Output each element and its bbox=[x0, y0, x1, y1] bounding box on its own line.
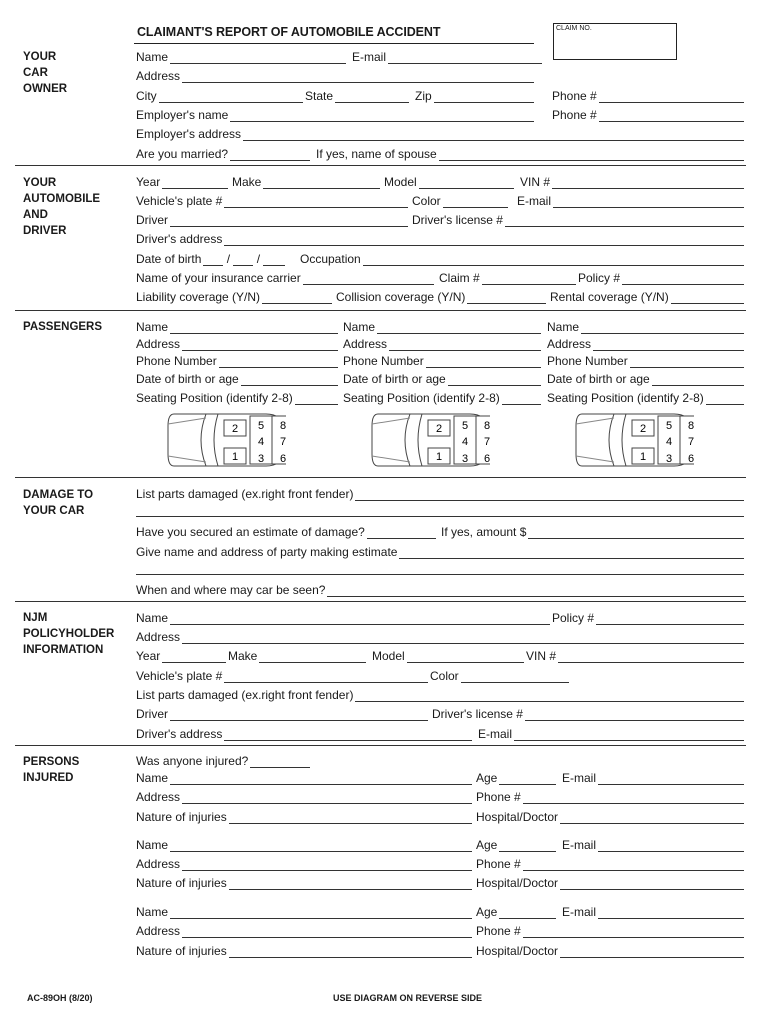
seat-number: 6 bbox=[687, 453, 694, 465]
anyone-injured-field[interactable]: Was anyone injured? bbox=[136, 752, 310, 768]
passenger-2-seat-field[interactable]: Seating Position (identify 2-8) bbox=[343, 389, 541, 405]
section-automobile-driver: YOUR AUTOMOBILE AND DRIVER bbox=[23, 177, 101, 237]
seat-number: 3 bbox=[461, 453, 469, 465]
passenger-3-dob-field[interactable]: Date of birth or age bbox=[547, 370, 744, 386]
title-rule bbox=[134, 43, 534, 44]
separator bbox=[15, 477, 746, 478]
seat-number: 1 bbox=[231, 451, 239, 463]
passenger-3-name-field[interactable]: Name bbox=[547, 318, 744, 334]
form-title: CLAIMANT'S REPORT OF AUTOMOBILE ACCIDENT bbox=[137, 25, 441, 39]
njm-license-field[interactable]: Driver's license # bbox=[432, 705, 744, 721]
njm-policy-field[interactable]: Policy # bbox=[552, 609, 744, 625]
passenger-2-name-field[interactable]: Name bbox=[343, 318, 541, 334]
passenger-3-phone-field[interactable]: Phone Number bbox=[547, 352, 744, 368]
collision-coverage-field[interactable]: Collision coverage (Y/N) bbox=[336, 288, 546, 304]
njm-model-field[interactable]: Model bbox=[372, 647, 524, 663]
driver-field[interactable]: Driver bbox=[136, 211, 408, 227]
injured-1-phone-field[interactable]: Phone # bbox=[476, 788, 744, 804]
njm-plate-field[interactable]: Vehicle's plate # bbox=[136, 667, 428, 683]
njm-email-field[interactable]: E-mail bbox=[478, 725, 744, 741]
injured-3-phone-field[interactable]: Phone # bbox=[476, 922, 744, 938]
njm-vin-field[interactable]: VIN # bbox=[526, 647, 744, 663]
seat-number: 2 bbox=[435, 423, 443, 435]
owner-name-field[interactable]: Name bbox=[136, 48, 346, 64]
passenger-3-seat-field[interactable]: Seating Position (identify 2-8) bbox=[547, 389, 744, 405]
seat-number: 4 bbox=[461, 436, 469, 448]
seat-number: 5 bbox=[665, 420, 673, 432]
auto-email-field[interactable]: E-mail bbox=[517, 192, 744, 208]
seat-number: 2 bbox=[231, 423, 239, 435]
injured-1-address-field[interactable]: Address bbox=[136, 788, 472, 804]
form-id: AC-89OH (8/20) bbox=[27, 993, 93, 1003]
njm-color-field[interactable]: Color bbox=[430, 667, 569, 683]
separator bbox=[15, 601, 746, 602]
auto-plate-field[interactable]: Vehicle's plate # bbox=[136, 192, 408, 208]
njm-make-field[interactable]: Make bbox=[228, 647, 366, 663]
driver-address-field[interactable]: Driver's address bbox=[136, 230, 744, 246]
injured-2-phone-field[interactable]: Phone # bbox=[476, 855, 744, 871]
employer-phone-field[interactable]: Phone # bbox=[552, 106, 744, 122]
seat-number: 5 bbox=[461, 420, 469, 432]
auto-vin-field[interactable]: VIN # bbox=[520, 173, 744, 189]
seat-number: 5 bbox=[257, 420, 265, 432]
employer-address-field[interactable]: Employer's address bbox=[136, 125, 744, 141]
estimator-field[interactable]: Give name and address of party making estimate bbox=[136, 543, 744, 559]
injured-3-nature-field[interactable]: Nature of injuries bbox=[136, 942, 472, 958]
separator bbox=[15, 745, 746, 746]
policy-number-field[interactable]: Policy # bbox=[578, 269, 744, 285]
footer-note: USE DIAGRAM ON REVERSE SIDE bbox=[333, 993, 483, 1003]
injured-2-name-field[interactable]: Name bbox=[136, 836, 472, 852]
section-passengers: PASSENGERS bbox=[23, 321, 103, 333]
estimate-amount-field[interactable]: If yes, amount $ bbox=[441, 523, 744, 539]
owner-state-field[interactable]: State bbox=[305, 87, 409, 103]
njm-year-field[interactable]: Year bbox=[136, 647, 226, 663]
injured-1-age-field[interactable]: Age bbox=[476, 769, 556, 785]
njm-name-field[interactable]: Name bbox=[136, 609, 550, 625]
passenger-1-name-field[interactable]: Name bbox=[136, 318, 338, 334]
seat-number: 7 bbox=[687, 436, 694, 448]
injured-1-hospital-field[interactable]: Hospital/Doctor bbox=[476, 808, 744, 824]
njm-driver-address-field[interactable]: Driver's address bbox=[136, 725, 472, 741]
injured-3-email-field[interactable]: E-mail bbox=[562, 903, 744, 919]
seat-number: 6 bbox=[279, 453, 286, 465]
driver-dob-field[interactable]: Date of birth / / bbox=[136, 250, 294, 266]
auto-color-field[interactable]: Color bbox=[412, 192, 508, 208]
seat-number: 7 bbox=[483, 436, 490, 448]
owner-zip-field[interactable]: Zip bbox=[415, 87, 534, 103]
seat-number: 8 bbox=[279, 420, 286, 432]
passenger-2-phone-field[interactable]: Phone Number bbox=[343, 352, 541, 368]
driver-license-field[interactable]: Driver's license # bbox=[412, 211, 744, 227]
njm-driver-field[interactable]: Driver bbox=[136, 705, 428, 721]
injured-3-address-field[interactable]: Address bbox=[136, 922, 472, 938]
njm-damaged-parts-field[interactable]: List parts damaged (ex.right front fender) bbox=[136, 686, 744, 702]
seat-number: 3 bbox=[665, 453, 673, 465]
section-damage: DAMAGE TO YOUR CAR bbox=[23, 489, 94, 517]
injured-3-age-field[interactable]: Age bbox=[476, 903, 556, 919]
passenger-1-seat-field[interactable]: Seating Position (identify 2-8) bbox=[136, 389, 338, 405]
seat-number: 2 bbox=[639, 423, 647, 435]
section-njm: NJM POLICYHOLDER INFORMATION bbox=[23, 612, 115, 656]
married-field[interactable]: Are you married? bbox=[136, 145, 310, 161]
injured-2-hospital-field[interactable]: Hospital/Doctor bbox=[476, 874, 744, 890]
passenger-1-phone-field[interactable]: Phone Number bbox=[136, 352, 338, 368]
damaged-parts-field[interactable]: List parts damaged (ex.right front fender) bbox=[136, 485, 744, 501]
auto-make-field[interactable]: Make bbox=[232, 173, 380, 189]
seat-number: 8 bbox=[483, 420, 490, 432]
auto-model-field[interactable]: Model bbox=[384, 173, 514, 189]
seating-diagram-1 bbox=[166, 410, 286, 470]
injured-3-name-field[interactable]: Name bbox=[136, 903, 472, 919]
passenger-2-dob-field[interactable]: Date of birth or age bbox=[343, 370, 541, 386]
claim-no-label: CLAIM NO. bbox=[556, 25, 592, 32]
owner-city-field[interactable]: City bbox=[136, 87, 303, 103]
passenger-1-address-field[interactable]: Address bbox=[136, 335, 338, 351]
seat-number: 6 bbox=[483, 453, 490, 465]
liability-coverage-field[interactable]: Liability coverage (Y/N) bbox=[136, 288, 332, 304]
occupation-field[interactable]: Occupation bbox=[300, 250, 744, 266]
seat-number: 3 bbox=[257, 453, 265, 465]
owner-address-field[interactable]: Address bbox=[136, 67, 534, 83]
injured-2-nature-field[interactable]: Nature of injuries bbox=[136, 874, 472, 890]
estimator-line-2[interactable] bbox=[136, 574, 744, 575]
spouse-name-field[interactable]: If yes, name of spouse bbox=[316, 145, 744, 161]
seating-diagram-3 bbox=[574, 410, 694, 470]
injured-2-address-field[interactable]: Address bbox=[136, 855, 472, 871]
seat-number: 4 bbox=[665, 436, 673, 448]
injured-1-nature-field[interactable]: Nature of injuries bbox=[136, 808, 472, 824]
separator bbox=[15, 310, 746, 311]
claim-number-field[interactable]: Claim # bbox=[439, 269, 576, 285]
injured-1-name-field[interactable]: Name bbox=[136, 769, 472, 785]
injured-1-email-field[interactable]: E-mail bbox=[562, 769, 744, 785]
estimate-secured-field[interactable]: Have you secured an estimate of damage? bbox=[136, 523, 436, 539]
section-car-owner: YOUR CAR OWNER bbox=[23, 51, 68, 95]
seat-number: 4 bbox=[257, 436, 265, 448]
seating-diagram-2 bbox=[370, 410, 490, 470]
employer-name-field[interactable]: Employer's name bbox=[136, 106, 534, 122]
owner-email-field[interactable]: E-mail bbox=[352, 48, 542, 64]
passenger-1-dob-field[interactable]: Date of birth or age bbox=[136, 370, 338, 386]
auto-year-field[interactable]: Year bbox=[136, 173, 228, 189]
injured-2-age-field[interactable]: Age bbox=[476, 836, 556, 852]
seat-number: 7 bbox=[279, 436, 286, 448]
seat-number: 1 bbox=[639, 451, 647, 463]
seat-number: 1 bbox=[435, 451, 443, 463]
injured-3-hospital-field[interactable]: Hospital/Doctor bbox=[476, 942, 744, 958]
insurance-carrier-field[interactable]: Name of your insurance carrier bbox=[136, 269, 434, 285]
car-seen-field[interactable]: When and where may car be seen? bbox=[136, 581, 744, 597]
seat-number: 8 bbox=[687, 420, 694, 432]
owner-phone-field[interactable]: Phone # bbox=[552, 87, 744, 103]
passenger-3-address-field[interactable]: Address bbox=[547, 335, 744, 351]
damaged-parts-line-2[interactable] bbox=[136, 516, 744, 517]
injured-2-email-field[interactable]: E-mail bbox=[562, 836, 744, 852]
njm-address-field[interactable]: Address bbox=[136, 628, 744, 644]
section-persons-injured: PERSONS INJURED bbox=[23, 756, 80, 784]
separator bbox=[15, 165, 746, 166]
passenger-2-address-field[interactable]: Address bbox=[343, 335, 541, 351]
rental-coverage-field[interactable]: Rental coverage (Y/N) bbox=[550, 288, 744, 304]
